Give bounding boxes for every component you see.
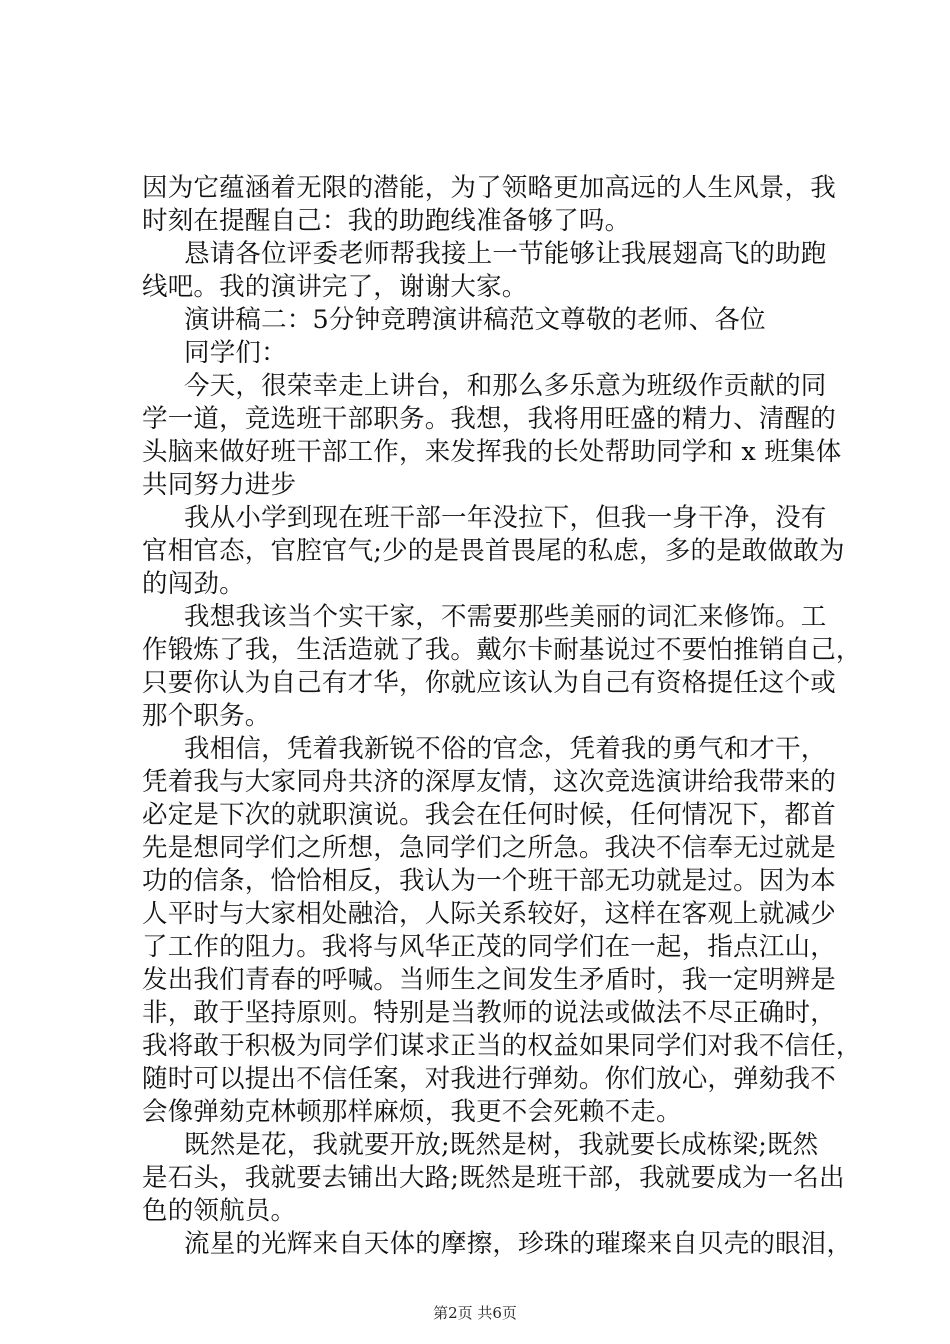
text-line: 色的领航员。 <box>142 1196 297 1226</box>
text-line: 会像弹劾克林顿那样麻烦，我更不会死赖不走。 <box>142 1097 682 1127</box>
text-line: 因为它蕴涵着无限的潜能，为了领略更加高远的人生风景，我 <box>142 173 836 203</box>
text-line: 我从小学到现在班干部一年没拉下，但我一身干净，没有 <box>184 503 827 533</box>
text-line: 既然是花，我就要开放;既然是树，我就要长成栋梁;既然 <box>184 1130 819 1160</box>
text-line: 必定是下次的就职演说。我会在任何时候，任何情况下，都首 <box>142 800 836 830</box>
text-line: 共同努力进步 <box>142 470 297 500</box>
text-line: 学一道，竞选班干部职务。我想，我将用旺盛的精力、清醒的 <box>142 404 836 434</box>
text-line: 今天，很荣幸走上讲台，和那么多乐意为班级作贡献的同 <box>184 371 827 401</box>
text-line: 恳请各位评委老师帮我接上一节能够让我展翅高飞的助跑 <box>184 239 827 269</box>
text-line: 凭着我与大家同舟共济的深厚友情，这次竞选演讲给我带来的 <box>142 767 836 797</box>
text-line: 只要你认为自己有才华，你就应该认为自己有资格提任这个或 <box>142 668 836 698</box>
text-line: 我相信，凭着我新锐不俗的官念，凭着我的勇气和才干， <box>184 734 827 764</box>
text-line: 官相官态，官腔官气;少的是畏首畏尾的私虑，多的是敢做敢为 <box>142 536 845 566</box>
text-line: 同学们： <box>184 338 287 368</box>
page-footer: 第2页 共6页 <box>433 1304 517 1322</box>
text-line: 我想我该当个实干家，不需要那些美丽的词汇来修饰。工 <box>184 602 827 632</box>
text-line: 了工作的阻力。我将与风华正茂的同学们在一起，指点江山， <box>142 932 836 962</box>
text-line: 我将敢于积极为同学们谋求正当的权益如果同学们对我不信任， <box>142 1031 862 1061</box>
text-line: 非，敢于坚持原则。特别是当教师的说法或做法不尽正确时， <box>142 998 836 1028</box>
text-line: 是石头，我就要去铺出大路;既然是班干部，我就要成为一名出 <box>142 1163 845 1193</box>
text-line: 流星的光辉来自天体的摩擦，珍珠的璀璨来自贝壳的眼泪， <box>184 1229 853 1259</box>
text-line: 作锻炼了我，生活造就了我。戴尔卡耐基说过不要怕推销自己， <box>142 635 862 665</box>
text-line: 发出我们青春的呼喊。当师生之间发生矛盾时，我一定明辨是 <box>142 965 836 995</box>
text-line: 演讲稿二：5分钟竞聘演讲稿范文尊敬的老师、各位 <box>184 305 766 335</box>
text-line: 人平时与大家相处融洽，人际关系较好，这样在客观上就减少 <box>142 899 836 929</box>
text-line: 功的信条，恰恰相反，我认为一个班干部无功就是过。因为本 <box>142 866 836 896</box>
text-line: 先是想同学们之所想，急同学们之所急。我决不信奉无过就是 <box>142 833 836 863</box>
text-line: 线吧。我的演讲完了，谢谢大家。 <box>142 272 528 302</box>
text-line: 那个职务。 <box>142 701 271 731</box>
text-line: 随时可以提出不信任案，对我进行弹劾。你们放心，弹劾我不 <box>142 1064 836 1094</box>
document-body <box>142 172 862 1261</box>
text-line: 的闯劲。 <box>142 569 245 599</box>
text-line: 头脑来做好班干部工作，来发挥我的长处帮助同学和 x 班集体 <box>142 437 842 467</box>
text-line: 时刻在提醒自己：我的助跑线准备够了吗。 <box>142 206 631 236</box>
